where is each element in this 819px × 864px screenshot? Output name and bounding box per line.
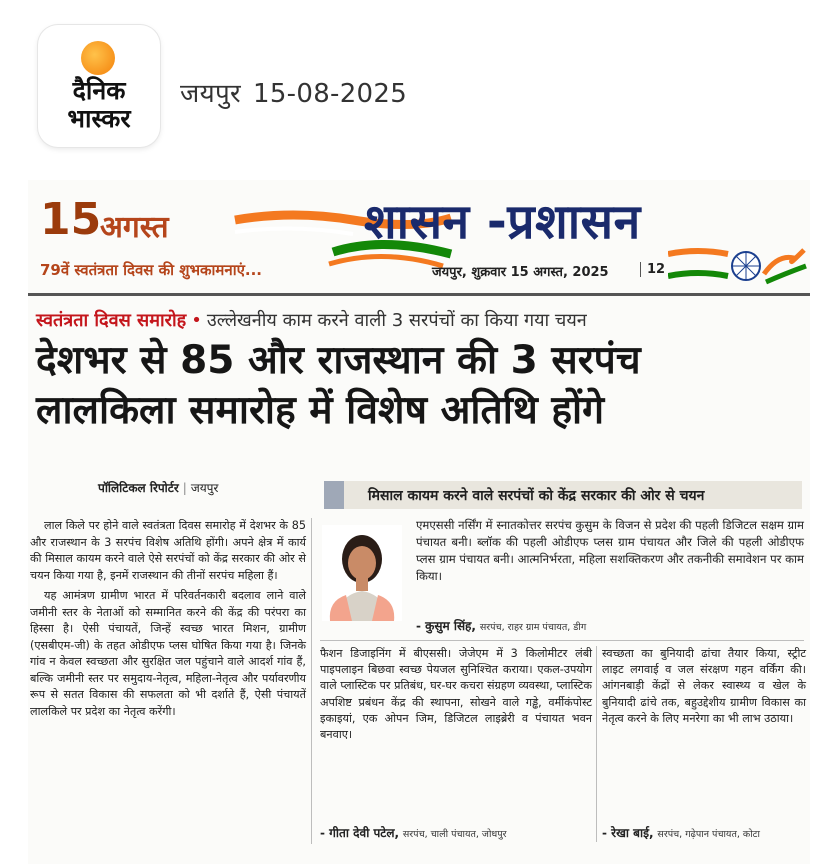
section-banner (28, 180, 810, 300)
edition-city: जयपुर (180, 79, 241, 109)
subhead-bar: मिसाल कायम करने वाले सरपंचों को केंद्र सरकार की ओर से चयन (324, 481, 802, 509)
logo-text-line2: भास्कर (67, 104, 131, 133)
headline-line1: देशभर से 85 और राजस्थान की 3 सरपंच (36, 338, 641, 383)
profile-text-geeta (320, 646, 592, 743)
logo-text-line1: दैनिक (72, 76, 126, 105)
banner-place-date: जयपुर, शुक्रवार 15 अगस्त, 2025 (432, 265, 609, 280)
kicker (36, 308, 587, 332)
kicker-category: स्वतंत्रता दिवस समारोह (36, 310, 187, 331)
profile-name-geeta (320, 824, 507, 841)
sun-icon (81, 41, 115, 75)
article-body (30, 518, 306, 720)
sarpanch-name: - कुसुम सिंह, (416, 619, 476, 633)
article-paragraph-2: यह आमंत्रण ग्रामीण भारत में परिवर्तनकारी बदलाव लाने वाले जमीनी स्तर के नेताओं को सम्मानित करने की केंद्र की परंपरा का हिस्सा है। ऐसी पंचायतें, जिन्हें स्वच्छ भारत मिशन, ग्रामीण (एसबीएम-जी) के तहत ओडीएफ प्लस घोषित किया गया है। जिनके गांव न केवल स्वच्छता और सुरक्षित जल पहुंचाने वाले आदर्श गांव हैं, बल्कि जमीनी स्तर पर समुदाय-नेतृत्व, महिला-नेतृत्व और पर्यावरणीय रूप से सतत विकास की सफलता को भी दर्शाते हैं, ऐसी पंचायतें लालकिले पर प्रदेश का नेतृत्व करेंगी। (30, 589, 306, 718)
section-title: शासन -प्रशासन (364, 194, 641, 250)
profile-card-kusum (320, 517, 804, 635)
banner-rule (28, 293, 810, 296)
banner-month: अगस्त (100, 210, 169, 245)
byline-separator: | (182, 481, 187, 495)
kicker-text: उल्लेखनीय काम करने वाली 3 सरपंचों का किया गया चयन (206, 310, 587, 331)
profile-name-kusum (416, 617, 586, 634)
ashoka-chakra-flag-icon (668, 244, 808, 288)
headline (36, 336, 806, 436)
profile-text-rekha (602, 646, 806, 727)
subhead-accent (324, 481, 344, 509)
sarpanch-name: - रेखा बाई, (602, 826, 654, 840)
edition-date: 15-08-2025 (252, 79, 408, 109)
dainik-bhaskar-logo[interactable] (38, 25, 160, 147)
banner-wishes: 79वें स्वतंत्रता दिवस की शुभकामनाएं... (40, 261, 262, 279)
byline-city: जयपुर (190, 481, 219, 495)
byline (98, 479, 218, 496)
sarpanch-role: सरपंच, चाली पंचायत, जोधपुर (402, 829, 507, 840)
portrait-kusum (322, 525, 402, 621)
banner-number: 15 (40, 194, 102, 245)
kicker-bullet: • (191, 310, 202, 331)
sarpanch-role: सरपंच, गढ़ेपान पंचायत, कोटा (657, 829, 760, 840)
edition-info (180, 74, 407, 110)
profile-card-rekha (602, 646, 806, 846)
profile-name-rekha (602, 824, 760, 841)
page-number: 12 (640, 262, 665, 277)
app-header (0, 0, 819, 170)
profile-text-rekha-body: स्वच्छता का बुनियादी ढांचा तैयार किया, स्ट्रीट लाइट लगवाई व जल संरक्षण गहन वर्किंग की। आंगनबाड़ी केंद्रों से लेकर स्वास्थ्य व खेल के बुनियादी ढांचे तक, बहुउद्देशीय ग्रामीण विकास का नेतृत्व करने के लिए मनरेगा का भी लाभ उठाया। (602, 647, 806, 725)
profile-divider-vertical (596, 646, 597, 842)
byline-reporter: पॉलिटिकल रिपोर्टर (98, 481, 179, 495)
profile-text-geeta-body: फैशन डिजाइनिंग में बीएससी। जेजेएम में 3 किलोमीटर लंबी पाइपलाइन बिछवा स्वच्छ पेयजल सुनिश्चित कराया। एकल-उपयोग वाले प्लास्टिक पर प्रतिबंध, घर-घर कचरा संग्रहण व्यवस्था, प्लास्टिक अपशिष्ट प्रबंधन केंद्र की स्थापना, सोखने वाले गड्ढे, वर्मीकंपोस्ट इकाइयां, एक ओपन जिम, डिजिटल लाइब्रेरी व पंचायत भवन बनवाए। (320, 647, 592, 742)
profile-divider-horizontal (320, 640, 804, 641)
article-paragraph-1: लाल किले पर होने वाले स्वतंत्रता दिवस समारोह में देशभर के 85 और राजस्थान के 3 सरपंच विशेष अतिथि होंगी। अपने क्षेत्र में कार्य की मिसाल कायम करने वाले ऐसे सरपंचों को केंद्र सरकार की ओर से चयन किया गया है, इनमें राजस्थान की तीनों सरपंच महिला हैं। (30, 519, 306, 582)
sarpanch-role: सरपंच, राहर ग्राम पंचायत, डीग (479, 622, 587, 633)
sarpanch-name: - गीता देवी पटेल, (320, 826, 400, 840)
column-divider (311, 518, 312, 844)
headline-line2: लालकिला समारोह में विशेष अतिथि होंगे (36, 388, 605, 433)
profile-card-geeta (320, 646, 592, 846)
newspaper-page (28, 180, 810, 864)
profile-text-kusum: एमएससी नर्सिंग में स्नातकोत्तर सरपंच कुसुम के विजन से प्रदेश की पहली डिजिटल सक्षम ग्राम पंचायत बनी। ब्लॉक की पहली ओडीएफ प्लस ग्राम पंचायत और जिले की पहली ओडीएफ प्लस ग्राम पंचायत बनी। आत्मनिर्भरता, महिला सशक्तिकरण और तकनीकी समावेशन पर काम किया। (416, 518, 804, 583)
